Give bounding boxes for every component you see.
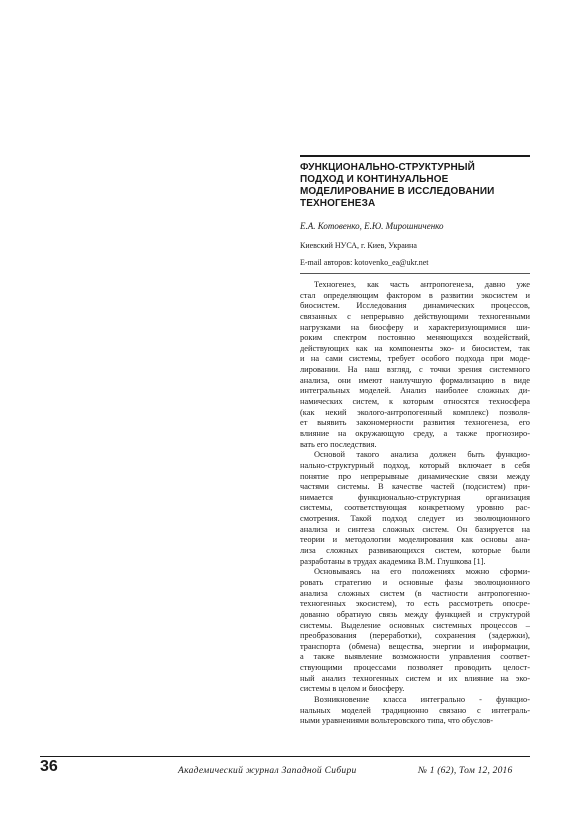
body-line: анализа, они имеют наилучшую формализацию в виде [300, 375, 530, 385]
body-line: Возникновение класса интегрально - функцио- [314, 694, 530, 704]
page-number: 36 [40, 758, 58, 775]
body-line: нальных моделей традиционно связано с интеграль- [300, 705, 530, 715]
body-line: преобразования (переработки), сохранения (задержки), [300, 631, 530, 641]
body-line: стал определяющим фактором в развитии экосистем и [300, 290, 530, 300]
author-email: E-mail авторов: kotovenko_ea@ukr.net [300, 258, 429, 267]
body-line: действующих как на компоненты эко- и биосистем, так [300, 343, 530, 353]
body-line: Основой такого анализа должен быть функцио- [314, 450, 530, 460]
body-line: Техногенез, как часть антропогенеза, давно уже [314, 280, 530, 289]
body-line: а также выявление возможности управления соответ- [300, 652, 530, 662]
body-paragraph [300, 695, 530, 727]
body-line: нимается функционально-структурная организация [300, 492, 530, 502]
body-line: теории и методологии моделирования как основы ана- [300, 535, 530, 545]
body-paragraph [300, 567, 530, 695]
body-line: лиза сложных развивающихся систем, которые были [300, 546, 530, 556]
footer-rule [40, 756, 530, 757]
body-line: частями системы. В качестве частей (подсистем) при- [300, 482, 530, 492]
body-line: ными уравнениями вольтеровского типа, что обуслов- [300, 716, 494, 726]
body-line: транспорта (обмена) вещества, энергии и информации, [300, 641, 530, 651]
article-authors: Е.А. Котовенко, Е.Ю. Мирошниченко [300, 221, 444, 231]
body-paragraph [300, 450, 530, 567]
body-line: Основываясь на его положениях можно сформи- [314, 567, 530, 577]
header-divider [300, 273, 530, 274]
article-body [300, 280, 530, 727]
body-line: техногенных экосистем), то есть рассмотреть опосре- [300, 599, 530, 609]
body-line: ровать стратегию и основные фазы эволюционного [300, 577, 530, 587]
body-line: интегральных моделей. Анализ наиболее сложных ди- [300, 386, 530, 396]
body-line: разработаны в трудах академика В.М. Глушкова [1]. [300, 556, 486, 566]
body-line: нагрузками на биосферу и характеризующимися ши- [300, 322, 530, 332]
journal-name: Академический журнал Западной Сибири [178, 766, 357, 776]
body-line: системы, соответствующая конкретному уровню рас- [300, 503, 530, 513]
body-line: понятие про непрерывные динамические связи между [300, 471, 530, 481]
body-paragraph [300, 280, 530, 450]
article-title [300, 162, 530, 210]
body-line: намических систем, к которым относятся техносфера [300, 397, 530, 407]
body-line: ет выявить закономерности развития техногенеза, его [300, 418, 530, 428]
body-line: системы. Выделение основных системных процессов – [300, 620, 530, 630]
body-line: системы в целом и биосферу. [300, 684, 405, 694]
body-line: роким спектром постоянно меняющихся воздействий, [300, 333, 530, 343]
body-line: ствующими процессами позволяет проводить целост- [300, 663, 530, 673]
title-line: ФУНКЦИОНАЛЬНО-СТРУКТУРНЫЙ [300, 162, 475, 173]
body-line: нально-структурный подход, который включает в себя [300, 460, 530, 470]
journal-issue: № 1 (62), Том 12, 2016 [418, 766, 513, 776]
body-line: дованно обратную связь между функцией и структурой [300, 609, 530, 619]
title-line: МОДЕЛИРОВАНИЕ В ИССЛЕДОВАНИИ [300, 186, 495, 197]
body-line: влияние на окружающую среду, а также прогнозиро- [300, 428, 530, 438]
body-line: связанных с непрерывно действующими техногенными [300, 311, 530, 321]
body-line: и на сами системы, требует особого подхода при моде- [300, 354, 530, 364]
title-line: ПОДХОД И КОНТИНУАЛЬНОЕ [300, 174, 449, 185]
author-affiliation: Киевский НУСА, г. Киев, Украина [300, 241, 417, 250]
body-line: (как некий эколого-антропогенный комплекс) позволя- [300, 407, 530, 417]
body-line: анализа сложных систем (в частности антропогенно- [300, 588, 530, 598]
title-line: ТЕХНОГЕНЕЗА [300, 198, 376, 209]
body-line: лировании. На наш взгляд, с точки зрения системного [300, 365, 530, 375]
body-line: смотрения. Такой подход следует из эволюционного [300, 514, 530, 524]
body-line: анализа и синтеза сложных систем. Он базируется на [300, 524, 530, 534]
title-top-rule [300, 155, 530, 157]
body-line: ный анализ техногенных систем и их влияние на эко- [300, 673, 530, 683]
body-line: вать его последствия. [300, 439, 377, 449]
body-line: биосистем. Исследования динамических процессов, [300, 301, 530, 311]
